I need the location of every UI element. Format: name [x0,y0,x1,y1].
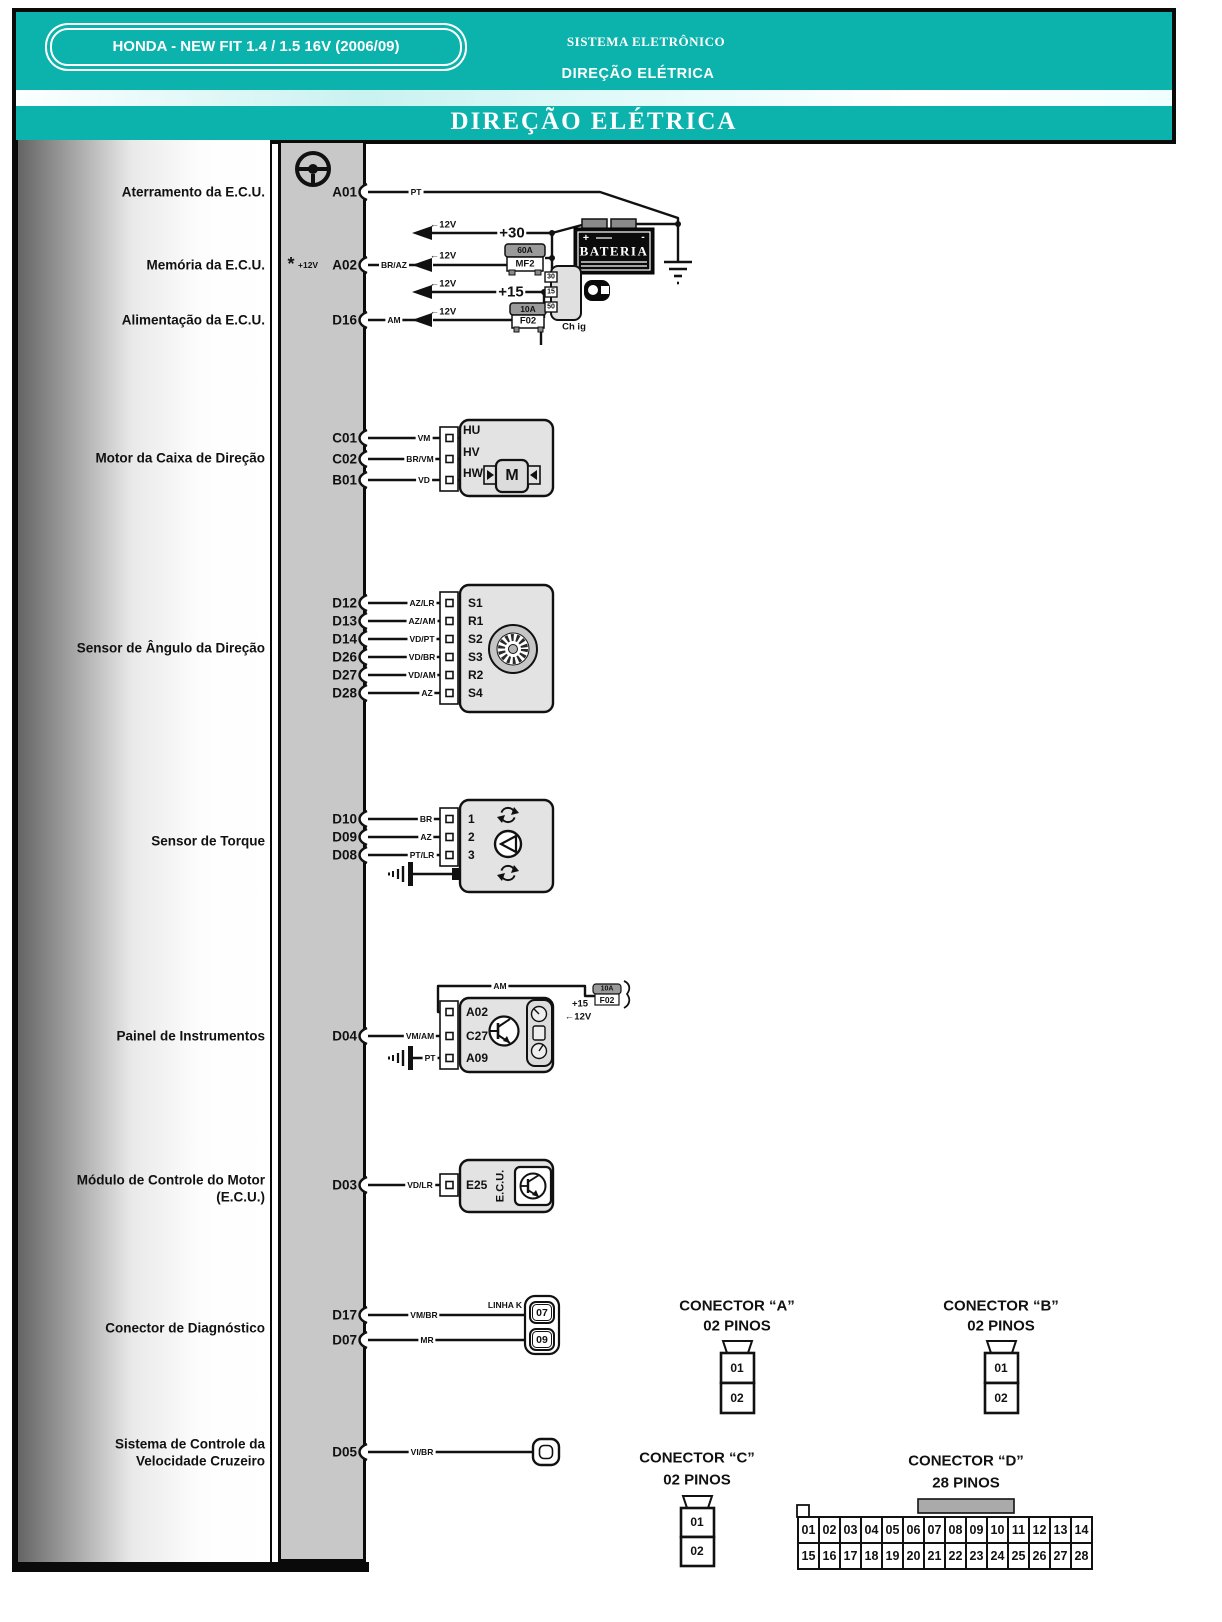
wire-label-a02: BR/AZ [381,259,407,270]
connector-d-pin-cell: 11 [1007,1516,1030,1544]
pin-b01: B01 [332,472,357,488]
brace-glyph [624,981,629,1008]
label-painel: Painel de Instrumentos [116,1028,265,1044]
connector-c-pins: 02 PINOS [663,1471,731,1489]
connector-d-pin-cell: 18 [860,1542,883,1570]
connector-d-pin-cell: 06 [902,1516,925,1544]
ignition-50: 50 [547,303,555,311]
wire-label-d05: VI/BR [410,1446,434,1457]
connector-b-cell-02: 02 [994,1391,1008,1405]
pin-d17: D17 [332,1307,357,1323]
connector-d-pin-cell: 19 [881,1542,904,1570]
pin-d08: D08 [332,847,357,863]
model-badge-label: HONDA - NEW FIT 1.4 / 1.5 16V (2006/09) [112,38,400,55]
torque-direction-icon [495,831,521,857]
connector-d-pin-cell: 16 [818,1542,841,1570]
torque-3: 3 [468,848,475,862]
wire-label-linha-k: LINHA K [487,1299,523,1310]
wire-label-d27: VD/AM [408,669,436,680]
arrow-12v-plus15: ←12V [429,278,457,290]
connector-b-cell-01: 01 [994,1361,1008,1375]
pin-d12: D12 [332,595,357,611]
ecu-pin-arcs [360,184,368,1460]
left-arrow-icon: ← [429,278,440,290]
connector-d-pin-cell: 02 [818,1516,841,1544]
pin-d04: D04 [332,1028,357,1044]
wire-label-d17: VM/BR [410,1309,438,1320]
label-sensor-torque: Sensor de Torque [151,833,265,849]
arrow-12v-d16: ←12V [429,306,457,318]
wire-label-d04-gnd: PT [424,1052,436,1063]
pin-d14: D14 [332,631,357,647]
torque-1: 1 [468,812,475,826]
pin-d03: D03 [332,1177,357,1193]
angle-r2: R2 [468,668,484,682]
fuse-mf2-name: MF2 [515,258,535,270]
pin-d10: D10 [332,811,357,827]
arrow-12v-panel: ←12V [564,1011,592,1023]
wire-label-d12: AZ/LR [409,597,435,608]
connector-d-pin-cell: 15 [797,1542,820,1570]
wire-label-d04: VM/AM [405,1030,435,1041]
arrow-12v-plus30: ←12V [429,219,457,231]
angle-s1: S1 [468,596,483,610]
connector-d-pin-cell: 10 [986,1516,1009,1544]
connector-b-title: CONECTOR “B” [943,1297,1059,1315]
connector-b-pins: 02 PINOS [967,1317,1035,1335]
connector-d-pin-cell: 24 [986,1542,1009,1570]
connector-d-row1 [797,1516,1093,1544]
instrument-panel-unit [440,998,553,1072]
angle-r1: R1 [468,614,484,628]
wire-label-b01: VD [418,474,430,485]
connector-a-title: CONECTOR “A” [679,1297,795,1315]
subsystem-title: DIREÇÃO ELÉTRICA [561,66,715,82]
connector-d-pin-cell: 12 [1028,1516,1051,1544]
label-diagnostico: Conector de Diagnóstico [105,1320,265,1336]
pin-a01: A01 [332,184,357,200]
angle-sensor-unit [440,585,553,712]
battery-plus: + [582,231,590,244]
left-arrow-icon: ← [429,250,440,262]
diag-07: 07 [536,1306,548,1319]
panel-fuse-amp: 10A [600,985,614,993]
connector-d-pin-cell: 01 [797,1516,820,1544]
wire-label-d14: VD/PT [409,633,435,644]
connector-d-pin-cell: 20 [902,1542,925,1570]
wire-label-d09: AZ [420,831,432,842]
angle-s3: S3 [468,650,483,664]
pin-d28: D28 [332,685,357,701]
chassis-ground-symbol-torque [389,862,413,886]
plus30-label: +30 [499,224,525,242]
label-sensor-angulo: Sensor de Ângulo da Direção [76,640,265,656]
steering-wheel-icon [297,153,329,185]
ecu-e25: E25 [466,1178,488,1192]
transistor-icon-ecu [515,1167,551,1205]
connector-d-title: CONECTOR “D” [908,1452,1024,1470]
label-cruzeiro-2: Velocidade Cruzeiro [135,1453,265,1469]
diag-09: 09 [536,1333,548,1346]
wire-label-d16: AM [387,314,401,325]
pin-d09: D09 [332,829,357,845]
connector-d-pin-cell: 22 [944,1542,967,1570]
wire-label-d07: MR [420,1334,434,1345]
earth-ground-symbol [664,262,692,283]
connector-c-cell-01: 01 [690,1515,704,1529]
connector-d-pins: 28 PINOS [932,1474,1000,1492]
wire-label-d08: PT/LR [409,849,435,860]
pin-d16: D16 [332,312,357,328]
chassis-ground-symbol-panel [389,1046,413,1070]
wire-label-c02: BR/VM [406,453,434,464]
pin-c02: C02 [332,451,357,467]
panel-a02: A02 [466,1005,489,1019]
connector-d-row2 [797,1542,1093,1570]
connector-d-pin-cell: 23 [965,1542,988,1570]
connector-d-shape [797,1499,1014,1517]
label-modulo-motor-1: Módulo de Controle do Motor [76,1172,265,1188]
arrow-12v-a02: ←12V [429,250,457,262]
label-memoria: Memória da E.C.U. [146,257,265,273]
ignition-30: 30 [547,273,555,281]
torque-sensor-unit [440,800,553,892]
pin-d13: D13 [332,613,357,629]
ignition-15: 15 [547,288,555,296]
pin-c01: C01 [332,430,357,446]
wire-label-panel-am: AM [493,980,507,991]
connector-d-pin-cell: 25 [1007,1542,1030,1570]
pin-a02: A02 [332,257,357,273]
pin-d05: D05 [332,1444,357,1460]
motor-hv: HV [463,445,480,459]
wire-label-d03: VD/LR [407,1179,433,1190]
fuse-f02-amp: 10A [520,303,536,314]
label-cruzeiro-1: Sistema de Controle da [114,1436,265,1452]
connector-d-pin-cell: 21 [923,1542,946,1570]
pin-d27: D27 [332,667,357,683]
connector-d-pin-cell: 04 [860,1516,883,1544]
wire-label-d28: AZ [421,687,433,698]
motor-hu: HU [463,423,481,437]
connector-a-cell-01: 01 [730,1361,744,1375]
motor-hw: HW [463,466,483,480]
connector-d-pin-cell: 13 [1049,1516,1072,1544]
connector-d-pin-cell: 28 [1070,1542,1093,1570]
gauge-cluster-icon [527,1000,552,1066]
angle-s4: S4 [468,686,483,700]
panel-fuse-name: F02 [599,994,615,1005]
torque-2: 2 [468,830,475,844]
ecu-label: E.C.U. [494,1169,507,1203]
label-motor-caixa: Motor da Caixa de Direção [95,450,265,466]
connector-d-pin-cell: 27 [1049,1542,1072,1570]
connector-a-cell-02: 02 [730,1391,744,1405]
wire-label-a01: PT [410,186,422,197]
battery-label: BATERIA [579,243,649,259]
star-note: +12V [298,259,319,270]
label-alimentacao: Alimentação da E.C.U. [121,312,265,328]
system-title: SISTEMA ELETRÔNICO [566,34,726,49]
pin-d07: D07 [332,1332,357,1348]
left-arrow-icon: ← [429,306,440,318]
panel-a09: A09 [466,1051,489,1065]
encoder-icon [489,625,537,673]
connector-d-pin-cell: 14 [1070,1516,1093,1544]
connector-d-pin-cell: 17 [839,1542,862,1570]
connector-d-pin-cell: 07 [923,1516,946,1544]
connector-d-pin-cell: 08 [944,1516,967,1544]
battery-minus: - [641,230,645,243]
motor-m: M [505,467,519,484]
label-aterramento: Aterramento da E.C.U. [121,184,265,200]
panel-c27: C27 [466,1029,489,1043]
pin-d26: D26 [332,649,357,665]
left-arrow-icon: ← [429,219,440,231]
ignition-key-icon [584,280,610,301]
connector-c-cell-02: 02 [690,1544,704,1558]
wire-label-d26: VD/BR [408,651,436,662]
cruise-connector-shape [533,1439,559,1465]
fuse-mf2-amp: 60A [517,244,533,255]
left-arrow-icon: ← [564,1011,575,1023]
connector-d-pin-cell: 26 [1028,1542,1051,1570]
label-modulo-motor-2: (E.C.U.) [216,1189,265,1205]
wire-label-d13: AZ/AM [408,615,436,626]
panel-plus15: +15 [571,998,589,1010]
page-title: DIREÇÃO ELÉTRICA [450,108,738,135]
wire-label-c01: VM [417,432,431,443]
connector-d-pin-cell: 05 [881,1516,904,1544]
fuse-f02-name: F02 [519,315,537,327]
plus15-label: +15 [498,283,524,301]
connector-d-pin-cell: 03 [839,1516,862,1544]
steering-motor-unit [440,420,553,496]
ignition-label: Ch ig [562,321,586,333]
connector-c-title: CONECTOR “C” [639,1449,755,1467]
transistor-icon-panel [490,1017,519,1046]
angle-s2: S2 [468,632,483,646]
wire-label-d10: BR [419,813,433,824]
star-marker: * [287,254,295,274]
connector-d-pin-cell: 09 [965,1516,988,1544]
connector-a-pins: 02 PINOS [703,1317,771,1335]
